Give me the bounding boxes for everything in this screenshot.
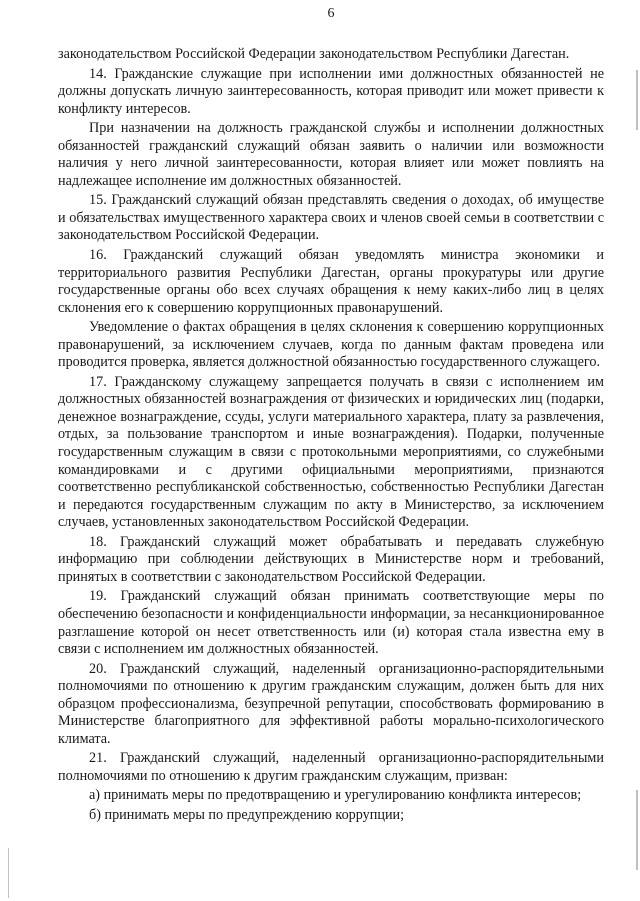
document-page xyxy=(58,0,604,901)
paragraph-conflict-declaration: При назначении на должность гражданской службы и исполнении должностных обязанностей гражданский служащий обязан заявить о наличии или возможности наличия у него личной заинтересованности, которая влияет или может повлиять на надлежащее исполнение им должностных обязанностей. xyxy=(58,120,604,189)
paragraph-item-14: 14. Гражданские служащие при исполнении ими должностных обязанностей не должны допускать личную заинтересованность, которая приводит или может привести к конфликту интересов. xyxy=(58,65,604,117)
paragraph-continuation: законодательством Российской Федерации законодательством Республики Дагестан. xyxy=(58,46,570,62)
paragraph-notification-duty: Уведомление о фактах обращения в целях склонения к совершению коррупционных правонарушений, за исключением случаев, когда по данным фактам проведена или проводится проверка, является должностной обязанностью государственного служащего. xyxy=(58,319,604,371)
scan-edge-mark xyxy=(636,790,638,870)
document-body xyxy=(58,46,604,827)
paragraph-item-21-a: а) принимать меры по предотвращению и урегулированию конфликта интересов; xyxy=(89,787,582,804)
scan-edge-mark xyxy=(636,70,638,130)
paragraph-item-16: 16. Гражданский служащий обязан уведомлять министра экономики и территориального развития Республики Дагестан, органы прокуратуры или другие государственные органы обо всех случаях обращения к нему каких-либо лиц в целях склонения его к совершению коррупционных правонарушений. xyxy=(58,247,604,316)
paragraph-item-17: 17. Гражданскому служащему запрещается получать в связи с исполнением им должностных обязанностей вознаграждения от физических и юридических лиц (подарки, денежное вознаграждение, ссуды, услуги материального характера, плату за развлечения, отдых, за пользование транспортом и иные вознаграждения). Подарки, полученные государственным служащим в связи с протокольными мероприятиями, со служебными командировками и с другими официальными мероприятиями, признаются соответственно республиканской собственностью, собственностью Республики Дагестан и передаются государственным служащим по акту в Министерство, за исключением случаев, установленных законодательством Российской Федерации. xyxy=(58,373,604,531)
paragraph-item-19: 19. Гражданский служащий обязан принимать соответствующие меры по обеспечению безопасности и конфиденциальности информации, за несанкционированное разглашение которой он несет ответственность или (и) которая стала известна ему в связи с исполнением им должностных обязанностей. xyxy=(58,588,604,658)
page-number: 6 xyxy=(327,6,335,21)
scan-edge-mark xyxy=(8,848,9,898)
paragraph-item-21-b: б) принимать меры по предупреждению коррупции; xyxy=(89,806,405,823)
paragraph-item-20: 20. Гражданский служащий, наделенный организационно-распорядительными полномочиями по отношению к другим гражданским служащим, должен быть для них образцом профессионализма, безупречной репутации, способствовать формированию в Министерстве благоприятного для эффективной работы морально-психологического климата. xyxy=(58,660,604,747)
paragraph-item-21: 21. Гражданский служащий, наделенный организационно-распорядительными полномочиями по отношению к другим гражданским служащим, призван: xyxy=(58,750,604,784)
paragraph-item-18: 18. Гражданский служащий может обрабатывать и передавать служебную информацию при соблюдении действующих в Министерстве норм и требований, принятых в соответствии с законодательством Российской Федерации. xyxy=(58,533,604,585)
paragraph-item-15: 15. Гражданский служащий обязан представлять сведения о доходах, об имуществе и обязательствах имущественного характера своих и членов своей семьи в соответствии с законодательством Российской Федерации. xyxy=(58,192,604,244)
